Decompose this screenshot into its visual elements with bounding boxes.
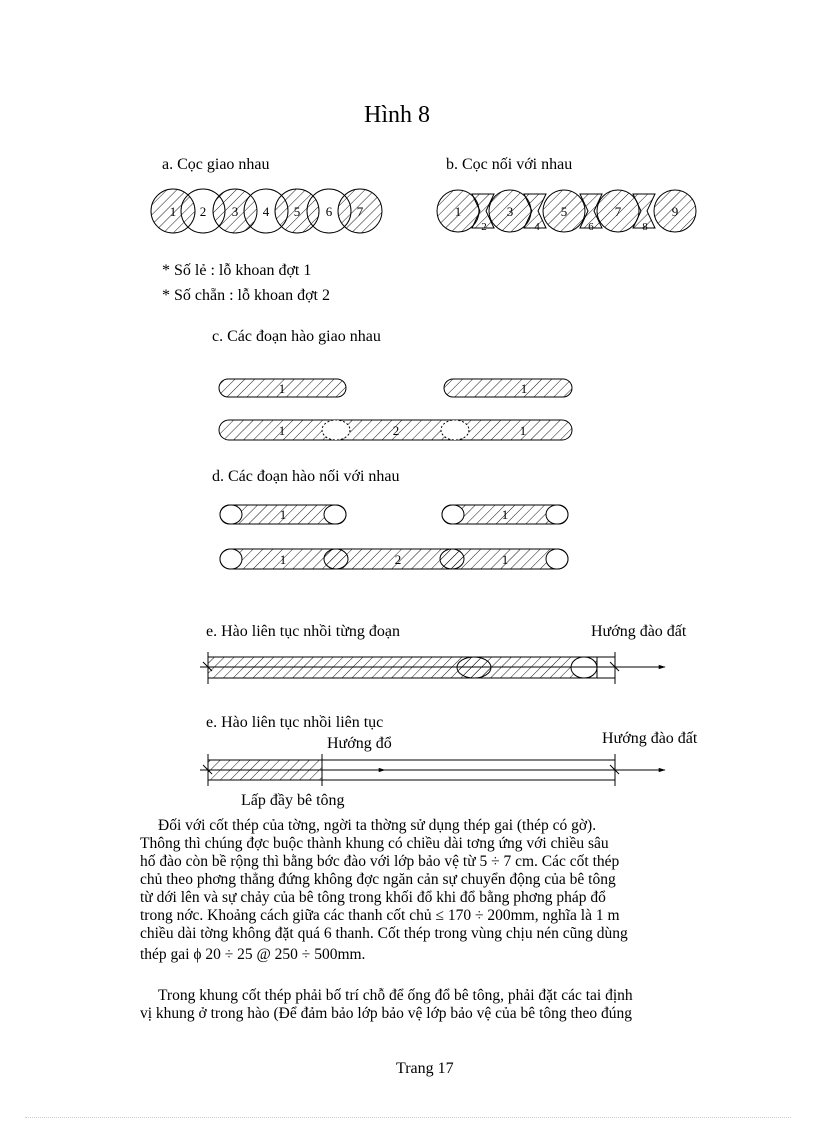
trench-d-label-4: 2 xyxy=(394,552,402,567)
caption-a: a. Cọc giao nhau xyxy=(162,156,270,173)
pile-label-1: 1 xyxy=(169,204,177,219)
figure-title: Hình 8 xyxy=(364,102,430,128)
caption-e2: e. Hào liên tục nhồi liên tục xyxy=(206,714,384,731)
trench-c-label-3: 1 xyxy=(278,423,286,438)
para2-line-1: Trong khung cốt thép phải bố trí chỗ để ống đổ bê tông, phải đặt các tai định xyxy=(158,987,633,1004)
pour-direction-e2: Hướng đổ xyxy=(327,735,392,752)
pile-label-2: 2 xyxy=(199,204,207,219)
caption-e1: e. Hào liên tục nhồi từng đoạn xyxy=(206,623,400,640)
trench-c-label-1: 1 xyxy=(278,381,286,396)
trench-c-label-2: 1 xyxy=(520,381,528,396)
paragraph-2 xyxy=(140,987,753,1023)
pile-b-label-8: 8 xyxy=(642,221,648,233)
note-even: * Số chẵn : lỗ khoan đợt 2 xyxy=(162,287,330,304)
trench-segments-e1 xyxy=(200,652,665,684)
para1-line-4: chủ theo phơng thẳng đứng không đợc ngăn cản sự chuyển động của bê tông xyxy=(140,871,616,888)
pile-label-4: 4 xyxy=(262,204,270,219)
pile-b-label-6: 6 xyxy=(588,221,594,233)
pile-label-6: 6 xyxy=(325,204,333,219)
pile-b-label-9: 9 xyxy=(671,204,679,219)
para1-line-7: chiều dài tờng không đặt quá 6 thanh. Cốt thép trong vùng chịu nén cũng dùng xyxy=(140,925,628,942)
pile-b-label-3: 3 xyxy=(506,204,514,219)
paragraph-1 xyxy=(140,817,753,964)
trench-d-label-2: 1 xyxy=(501,507,509,522)
caption-b: b. Cọc nối với nhau xyxy=(446,156,573,173)
page-number: Trang 17 xyxy=(396,1060,454,1077)
fill-label-e2: Lấp đầy bê tông xyxy=(241,792,345,809)
pile-b-label-1: 1 xyxy=(454,204,462,219)
caption-d: d. Các đoạn hào nối với nhau xyxy=(212,468,400,485)
para1-line-8: thép gai ϕ 20 ÷ 25 @ 250 ÷ 500mm. xyxy=(140,946,366,963)
pile-label-7: 7 xyxy=(356,204,364,219)
trench-continuous-e2 xyxy=(200,754,665,786)
pile-b-label-4: 4 xyxy=(534,221,540,233)
direction-e2: Hướng đào đất xyxy=(602,730,698,747)
caption-c: c. Các đoạn hào giao nhau xyxy=(212,328,381,345)
trench-d-label-1: 1 xyxy=(279,507,287,522)
trench-c-label-4: 2 xyxy=(392,423,400,438)
para1-line-2: Thông thì chúng đợc buộc thành khung có chiều dài tơng ứng với chiều sâu xyxy=(140,835,609,852)
pile-b-label-5: 5 xyxy=(560,204,568,219)
note-odd: * Số lẻ : lỗ khoan đợt 1 xyxy=(162,262,312,279)
pile-b-label-7: 7 xyxy=(614,204,622,219)
page-bottom-edge xyxy=(25,1117,791,1118)
para1-line-1: Đối với cốt thép của tờng, ngời ta thờng sử dụng thép gai (thép có gờ). xyxy=(158,817,597,834)
para2-line-2: vị khung ở trong hào (Để đảm bảo lớp bảo vệ lớp bảo vệ của bê tông theo đúng xyxy=(140,1005,633,1022)
trench-c-label-5: 1 xyxy=(519,423,527,438)
pile-b-label-2: 2 xyxy=(481,221,487,233)
trench-overlapping xyxy=(219,379,572,440)
trench-connected xyxy=(220,505,568,569)
para1-line-5: từ dới lên và sự chảy của bê tông trong khối đổ khi đổ bằng phơng pháp đổ xyxy=(140,889,606,906)
pile-label-5: 5 xyxy=(293,204,301,219)
trench-d-label-5: 1 xyxy=(501,552,509,567)
trench-d-label-3: 1 xyxy=(279,552,287,567)
para1-line-3: hố đào còn bề rộng thì bằng bớc đào với lớp bảo vệ từ 5 ÷ 7 cm. Các cốt thép xyxy=(140,853,620,870)
pile-label-3: 3 xyxy=(231,204,239,219)
secant-piles xyxy=(151,189,382,233)
para1-line-6: trong nớc. Khoảng cách giữa các thanh cốt chủ ≤ 170 ÷ 200mm, nghĩa là 1 m xyxy=(140,907,620,924)
direction-e1: Hướng đào đất xyxy=(591,623,687,640)
connected-piles xyxy=(437,190,696,233)
